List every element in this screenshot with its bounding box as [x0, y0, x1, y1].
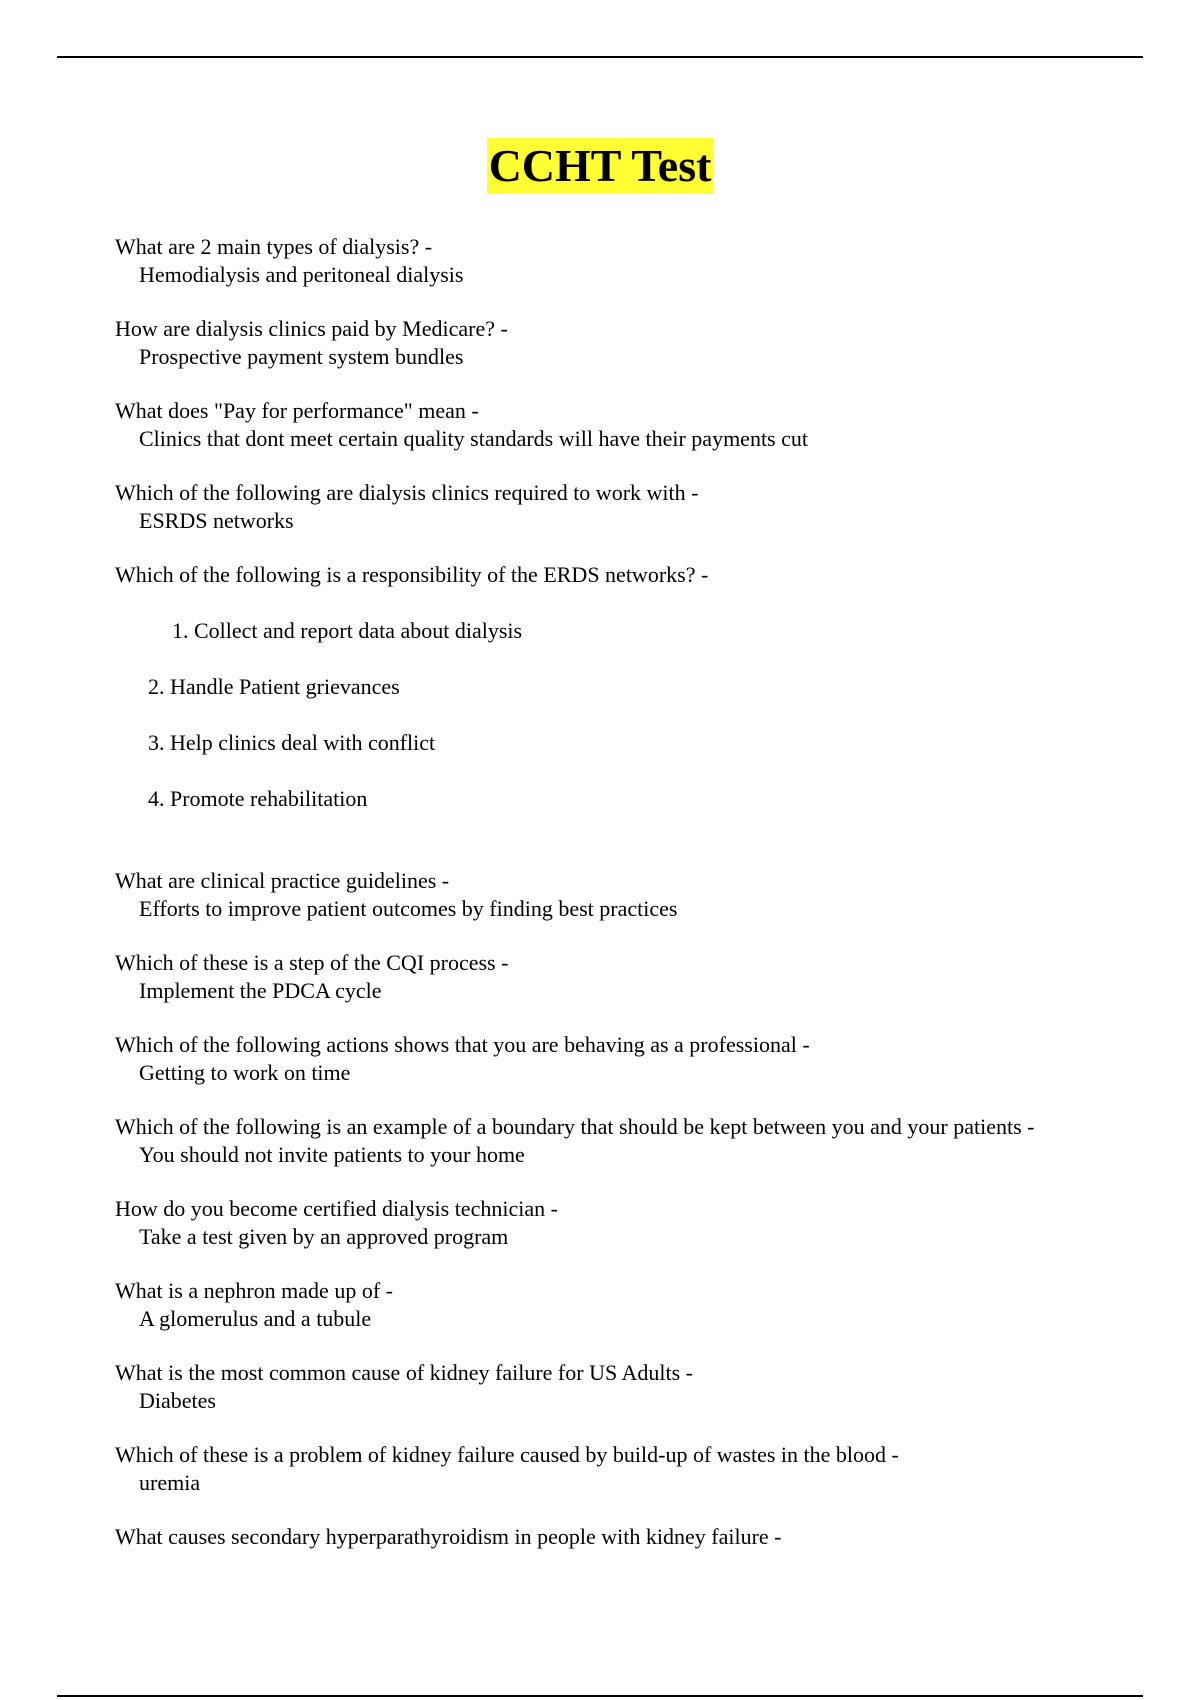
answer-text: Getting to work on time	[139, 1060, 351, 1085]
answer-text: You should not invite patients to your home	[139, 1142, 525, 1167]
qa-item-6	[115, 867, 1115, 923]
answer-text: Implement the PDCA cycle	[139, 978, 382, 1003]
answer-text: uremia	[139, 1470, 201, 1495]
qa-item-3	[115, 397, 1115, 453]
answer-list	[115, 589, 1115, 841]
qa-item-7	[115, 949, 1115, 1005]
answer-line: 4. Promote rehabilitation	[148, 786, 368, 811]
qa-item-9	[115, 1113, 1115, 1169]
question-text: What does "Pay for performance" mean -	[115, 398, 479, 423]
question-text: What are clinical practice guidelines -	[115, 868, 450, 893]
question-text: Which of these is a problem of kidney failure caused by build-up of wastes in the blood -	[115, 1442, 899, 1467]
question-text: What is the most common cause of kidney failure for US Adults -	[115, 1360, 693, 1385]
qa-item-5	[115, 561, 1115, 841]
question-text: Which of the following is an example of a boundary that should be kept between you and your patients -	[115, 1114, 1035, 1139]
question-text: What are 2 main types of dialysis? -	[115, 234, 433, 259]
header-rule	[57, 56, 1143, 58]
question-text: Which of the following is a responsibility of the ERDS networks? -	[115, 562, 709, 587]
answer-text: Prospective payment system bundles	[139, 344, 464, 369]
question-text: What causes secondary hyperparathyroidism in people with kidney failure -	[115, 1524, 782, 1549]
qa-item-11	[115, 1277, 1115, 1333]
answer-text: Clinics that dont meet certain quality standards will have their payments cut	[139, 426, 808, 451]
answer-line: 3. Help clinics deal with conflict	[148, 730, 436, 755]
qa-item-2	[115, 315, 1115, 371]
qa-list	[115, 233, 1115, 1577]
qa-item-8	[115, 1031, 1115, 1087]
qa-item-10	[115, 1195, 1115, 1251]
question-text: How are dialysis clinics paid by Medicare? -	[115, 316, 508, 341]
qa-item-14	[115, 1523, 1115, 1551]
answer-text: Hemodialysis and peritoneal dialysis	[139, 262, 464, 287]
answer-line: 1. Collect and report data about dialysis	[172, 618, 523, 643]
question-text: Which of the following actions shows that you are behaving as a professional -	[115, 1032, 810, 1057]
page-title: CCHT Test	[487, 138, 714, 194]
title-container	[0, 138, 1200, 194]
footer-rule	[57, 1695, 1143, 1697]
qa-item-12	[115, 1359, 1115, 1415]
answer-text: Efforts to improve patient outcomes by finding best practices	[139, 896, 678, 921]
answer-text: ESRDS networks	[139, 508, 294, 533]
answer-line: 2. Handle Patient grievances	[148, 674, 400, 699]
answer-text: A glomerulus and a tubule	[139, 1306, 372, 1331]
qa-item-13	[115, 1441, 1115, 1497]
qa-item-4	[115, 479, 1115, 535]
question-text: What is a nephron made up of -	[115, 1278, 393, 1303]
answer-text: Diabetes	[139, 1388, 216, 1413]
question-text: Which of these is a step of the CQI process -	[115, 950, 509, 975]
question-text: How do you become certified dialysis technician -	[115, 1196, 558, 1221]
qa-item-1	[115, 233, 1115, 289]
question-text: Which of the following are dialysis clinics required to work with -	[115, 480, 699, 505]
answer-text: Take a test given by an approved program	[139, 1224, 509, 1249]
